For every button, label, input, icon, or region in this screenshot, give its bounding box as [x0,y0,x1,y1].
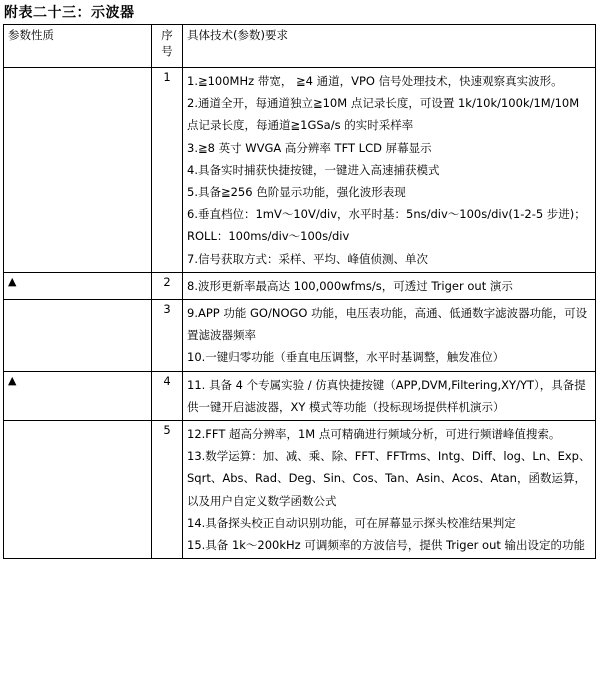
row-spec [183,421,596,559]
table-header-row [4,25,596,68]
spec-item: 3.≧8 英寸 WVGA 高分辨率 TFT LCD 屏幕显示 [187,140,432,155]
table-row [4,421,596,559]
spec-item: 10.一键归零功能（垂直电压调整，水平时基调整，触发准位） [187,350,505,365]
row-mark [4,68,152,273]
spec-item: 1.≧100MHz 带宽， ≧4 通道，VPO 信号处理技术，快速观察真实波形。 [187,74,563,88]
row-seq: 4 [152,371,183,420]
row-seq: 5 [152,421,183,559]
row-mark-triangle: ▲ [4,371,152,420]
header-spec: 具体技术(参数)要求 [183,25,596,68]
spec-table [3,24,596,559]
spec-item: 9.APP 功能 GO/NOGO 功能，电压表功能，高通、低通数字滤波器功能，可设置滤波器频率 [187,306,588,343]
table-row [4,300,596,372]
row-spec [183,68,596,273]
row-mark [4,300,152,372]
spec-item: 14.具备探头校正自动识别功能，可在屏幕显示探头校准结果判定 [187,515,516,530]
spec-item: 7.信号获取方式：采样、平均、峰值侦测、单次 [187,251,428,266]
row-spec [183,272,596,299]
table-row [4,272,596,299]
row-spec [183,300,596,372]
table-row [4,68,596,273]
table-row [4,371,596,420]
spec-item: 8.波形更新率最高达 100,000wfms/s，可透过 Triger out 演示 [187,278,513,293]
spec-item: 13.数学运算：加、减、乘、除、FFT、FFTrms、Intg、Diff、log、Ln、Exp、Sqrt、Abs、Rad、Deg、Sin、Cos、Tan、Asin、Acos、Atan，函数运算，以及用户自定义数学函数公式 [187,449,591,508]
row-spec [183,371,596,420]
spec-item: 11. 具备 4 个专属实验 / 仿真快捷按键（APP,DVM,Filtering,XY/YT），具备提供一键开启滤波器，XY 模式等功能（投标现场提供样机演示） [187,377,586,414]
spec-item: 12.FFT 超高分辨率，1M 点可精确进行频域分析，可进行频谱峰值搜索。 [187,427,561,442]
header-seq: 序号 [152,25,183,68]
spec-item: 2.通道全开，每通道独立≧10M 点记录长度，可设置 1k/10k/100k/1M/10M 点记录长度，每通道≧1GSa/s 的实时采样率 [187,96,580,133]
row-mark [4,421,152,559]
row-seq: 1 [152,68,183,273]
spec-item: 6.垂直档位：1mV～10V/div，水平时基：5ns/div～100s/div(1-2-5 步进)；ROLL：100ms/div～100s/div [187,207,586,244]
spec-item: 5.具备≧256 色阶显示功能，强化波形表现 [187,185,406,200]
spec-item: 4.具备实时捕获快捷按键，一键进入高速捕获模式 [187,162,440,177]
spec-item: 15.具备 1k～200kHz 可调频率的方波信号，提供 Triger out 输出设定的功能 [187,538,586,553]
header-property: 参数性质 [4,25,152,68]
page-title: 附表二十三：示波器 [4,5,135,21]
row-seq: 2 [152,272,183,299]
row-seq: 3 [152,300,183,372]
row-mark-triangle: ▲ [4,272,152,299]
